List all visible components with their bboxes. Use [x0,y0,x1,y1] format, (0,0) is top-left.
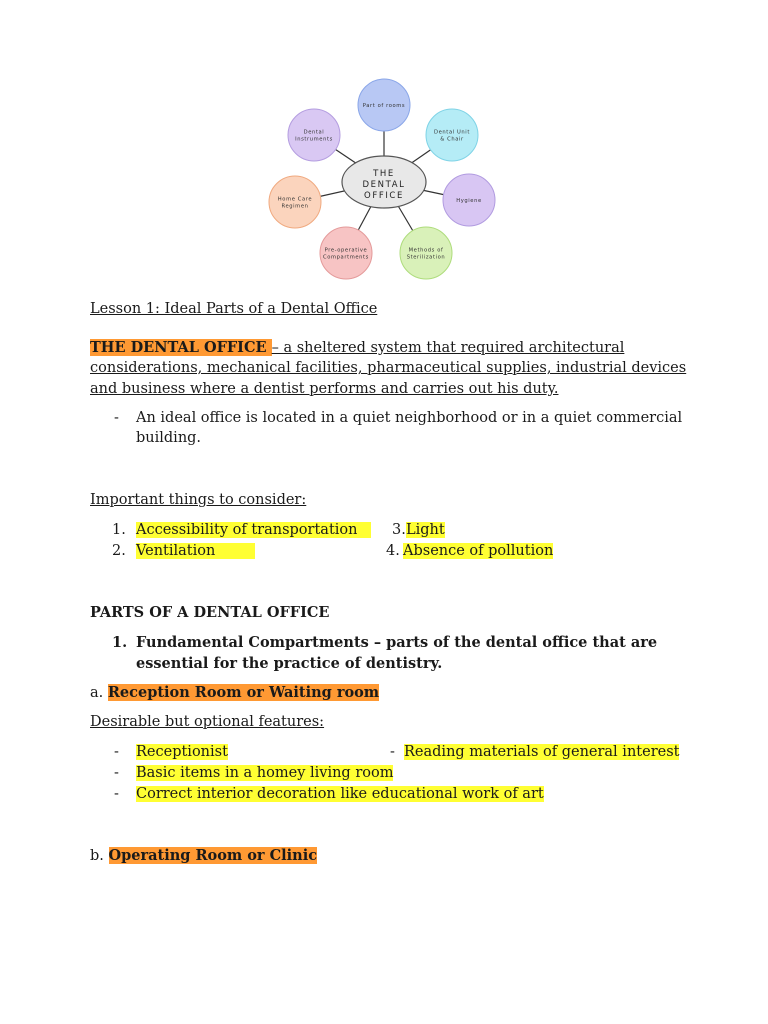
diagram-center-label-3: OFFICE [364,191,404,201]
ideal-office-line-2: building. [136,430,202,446]
feature-dash-2: - [390,744,395,760]
feature-text-3: Basic items in a homey living room [136,765,394,781]
feature-3 [136,765,393,781]
diagram-node-label-5-2: Compartments [323,254,369,261]
feature-1 [136,744,228,760]
section-a [90,684,379,701]
consider-text-2: Ventilation [136,543,216,559]
consider-text-3: Light [406,522,445,538]
diagram-node-label-7-1: Dental [303,129,325,136]
feature-2 [404,744,679,760]
diagram-node-label-3-1: Hygiene [456,198,482,204]
definition-text-1: a sheltered system that required architectural [283,340,625,356]
consider-text-4: Absence of pollution [403,543,554,559]
feature-text-1: Receptionist [136,744,228,760]
diagram-node-label-4-1: Methods of [408,247,444,254]
consider-item-4 [403,543,553,559]
feature-dash-3: - [114,765,119,781]
section-b-label: Operating Room or Clinic [108,847,318,864]
consider-item-2 [136,543,255,559]
diagram-svg [262,78,506,283]
fundamental-line-1: Fundamental Compartments – parts of the dental office that are [136,634,658,651]
lesson-title: Lesson 1: Ideal Parts of a Dental Office [90,301,378,317]
diagram-node-label-7-2: Instruments [295,136,333,143]
diagram-node-label-6-2: Regimen [281,203,309,210]
consider-item-1 [136,522,371,538]
dental-office-diagram [262,78,506,283]
parts-heading: PARTS OF A DENTAL OFFICE [90,604,330,621]
feature-text-2: Reading materials of general interest [404,744,680,760]
diagram-node-label-5-1: Pre-operative [324,247,368,254]
definition-line-2: considerations, mechanical facilities, pharmaceutical supplies, industrial devices [90,360,687,376]
diagram-center-label-2: DENTAL [362,180,406,190]
section-a-prefix: a. [90,685,108,701]
consider-num-3: 3. [392,522,406,538]
diagram-node-label-2-2: & Chair [440,136,464,143]
consider-heading: Important things to consider: [90,492,307,508]
consider-num-1: 1. [112,522,126,538]
definition-line-1 [90,339,624,356]
section-b-prefix: b. [90,848,109,864]
diagram-node-label-4-2: Sterilization [406,254,446,261]
consider-text-1: Accessibility of transportation [136,522,358,538]
optional-heading: Desirable but optional features: [90,714,325,730]
diagram-node-label-2-1: Dental Unit [434,129,470,136]
definition-line-3: and business where a dentist performs and carries out his duty. [90,381,559,397]
section-b [90,847,317,864]
fundamental-num: 1. [112,634,128,651]
consider-num-4: 4. [386,543,400,559]
section-a-label: Reception Room or Waiting room [107,684,380,701]
feature-dash-4: - [114,786,119,802]
consider-item-3 [406,522,445,538]
feature-text-4: Correct interior decoration like educational work of art [136,786,544,802]
definition-dash: – [271,340,284,356]
diagram-node-label-6-1: Home Care [277,196,313,203]
definition-term: THE DENTAL OFFICE [90,339,272,356]
diagram-center-label-1: THE [373,169,395,179]
diagram-node-label-1-1: Part of rooms [362,103,406,109]
consider-num-2: 2. [112,543,126,559]
feature-4 [136,786,544,802]
ideal-office-dash: - [114,410,119,426]
fundamental-line-2: essential for the practice of dentistry. [136,655,443,672]
ideal-office-line-1: An ideal office is located in a quiet neighborhood or in a quiet commercial [136,410,683,426]
feature-dash-1: - [114,744,119,760]
